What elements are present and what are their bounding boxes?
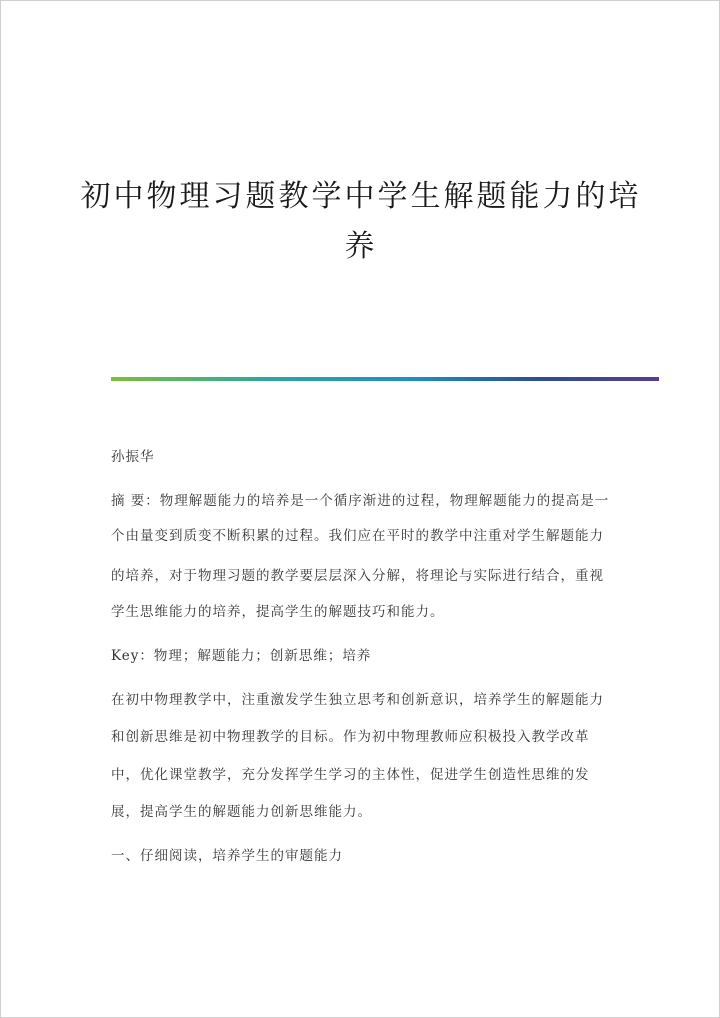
abstract-line: 个由量变到质变不断积累的过程。我们应在平时的教学中注重对学生解题能力 bbox=[111, 528, 604, 544]
title-divider-gradient bbox=[111, 377, 659, 381]
abstract-line: 摘 要：物理解题能力的培养是一个循序渐进的过程，物理解题能力的提高是一 bbox=[111, 493, 610, 509]
intro-paragraph-line: 和创新思维是初中物理教学的目标。作为初中物理教师应积极投入教学改革 bbox=[111, 729, 590, 745]
intro-paragraph-line: 在初中物理教学中，注重激发学生独立思考和创新意识，培养学生的解题能力 bbox=[111, 692, 604, 708]
abstract-line: 的培养，对于物理习题的教学要层层深入分解，将理论与实际进行结合，重视 bbox=[111, 568, 604, 584]
author-name: 孙振华 bbox=[111, 449, 155, 465]
document-title-line-1: 初中物理习题教学中学生解题能力的培 bbox=[80, 179, 642, 214]
abstract-line: 学生思维能力的培养，提高学生的解题技巧和能力。 bbox=[111, 604, 445, 620]
section-heading-1: 一、仔细阅读，培养学生的审题能力 bbox=[111, 848, 343, 864]
intro-paragraph-line: 中，优化课堂教学，充分发挥学生学习的主体性，促进学生创造性思维的发 bbox=[111, 767, 590, 783]
keywords-line: Key：物理；解题能力；创新思维；培养 bbox=[111, 648, 372, 664]
intro-paragraph-line: 展，提高学生的解题能力创新思维能力。 bbox=[111, 804, 372, 820]
document-title-line-2: 养 bbox=[344, 229, 378, 264]
